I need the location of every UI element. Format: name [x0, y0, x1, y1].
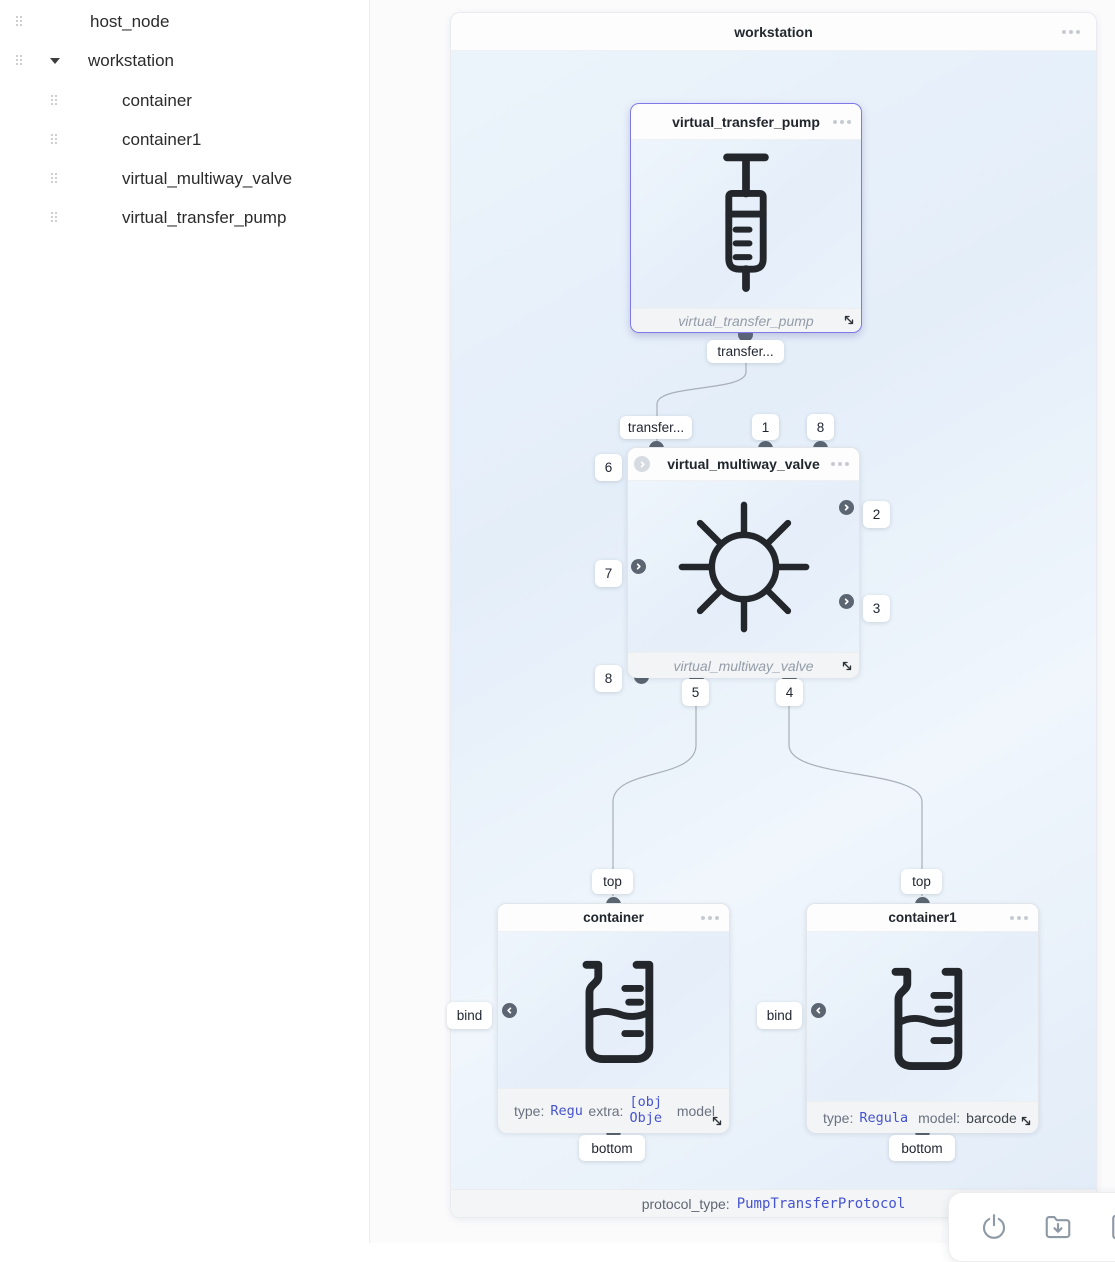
port-label-valve-8-bottom: 8	[595, 665, 622, 692]
more-menu-icon[interactable]	[1062, 30, 1080, 34]
container-node-header[interactable]	[498, 904, 729, 932]
valve-sun-icon	[669, 492, 819, 642]
resize-icon[interactable]	[710, 1114, 724, 1128]
port-label-valve-1: 1	[752, 414, 779, 440]
container1-node-title: container1	[888, 910, 957, 925]
port-label-valve-8-top: 8	[807, 414, 834, 440]
container1-node-body	[807, 932, 1038, 1101]
type-value: Regu	[550, 1103, 583, 1119]
port-label-valve-4: 4	[776, 679, 803, 706]
drag-handle-icon[interactable]	[50, 172, 60, 186]
port-label-container-bind: bind	[447, 1002, 492, 1029]
drag-handle-icon[interactable]	[50, 94, 60, 108]
node-virtual-multiway-valve[interactable]	[627, 447, 860, 677]
protocol-type-value: PumpTransferProtocol	[736, 1195, 906, 1212]
valve-node-title: virtual_multiway_valve	[667, 456, 820, 472]
port-label-valve-2: 2	[863, 501, 890, 528]
port-label-container-bottom: bottom	[579, 1135, 645, 1161]
port-label-container1-top: top	[901, 869, 942, 894]
type-value: Regula	[859, 1109, 909, 1126]
syringe-icon	[703, 148, 789, 300]
port-label-valve-5: 5	[682, 679, 709, 706]
sidebar-item-label[interactable]: virtual_transfer_pump	[122, 208, 287, 227]
valve-node-header[interactable]	[628, 448, 859, 481]
pump-node-body	[631, 140, 861, 308]
sidebar-item-virtual-multiway-valve[interactable]	[0, 159, 369, 199]
workstation-header[interactable]	[451, 13, 1096, 51]
port-label-container1-bind: bind	[757, 1002, 802, 1029]
sidebar-item-label[interactable]: container	[122, 91, 192, 110]
extra-label: extra:	[588, 1103, 624, 1119]
sidebar-item-label[interactable]: workstation	[88, 51, 174, 70]
container1-node-header[interactable]	[807, 904, 1038, 932]
beaker-icon	[869, 958, 977, 1076]
valve-port-6[interactable]	[634, 456, 650, 472]
extra-value: [obj Obje	[629, 1095, 662, 1126]
drag-handle-icon[interactable]	[15, 54, 25, 68]
valve-port-3[interactable]	[839, 594, 854, 609]
port-label-container-top: top	[592, 869, 633, 894]
container-node-footer	[498, 1088, 729, 1133]
sidebar-item-label[interactable]: host_node	[90, 12, 170, 31]
container1-node-footer	[807, 1101, 1038, 1133]
sidebar-item-label[interactable]: container1	[122, 130, 202, 149]
protocol-type-label: protocol_type:	[641, 1195, 730, 1212]
model-value: barcode	[966, 1109, 1017, 1126]
container-node-title: container	[583, 910, 644, 925]
drag-handle-icon[interactable]	[15, 15, 25, 29]
node-tree-sidebar	[0, 0, 370, 1243]
model-label: model	[676, 1103, 715, 1119]
container1-fields	[807, 1110, 1038, 1126]
pump-node-header[interactable]	[631, 104, 861, 140]
model-label: model:	[918, 1109, 961, 1126]
more-menu-icon[interactable]	[701, 916, 719, 920]
folder-download-icon[interactable]	[1043, 1212, 1073, 1242]
workstation-title: workstation	[734, 23, 813, 40]
node-virtual-transfer-pump[interactable]	[630, 103, 862, 333]
resize-icon[interactable]	[1019, 1114, 1033, 1128]
sidebar-item-host-node[interactable]	[0, 2, 369, 42]
node-container[interactable]	[497, 903, 730, 1132]
port-label-valve-6: 6	[595, 454, 622, 481]
more-menu-icon[interactable]	[831, 462, 849, 466]
valve-node-footer	[628, 652, 859, 678]
sidebar-item-virtual-transfer-pump[interactable]	[0, 198, 369, 238]
valve-port-7[interactable]	[631, 559, 646, 574]
beaker-icon	[560, 951, 668, 1069]
sidebar-item-container1[interactable]	[0, 120, 369, 160]
more-menu-icon[interactable]	[1010, 916, 1028, 920]
container-node-body	[498, 932, 729, 1088]
container-bind-port[interactable]	[502, 1003, 517, 1018]
pump-node-footer	[631, 308, 861, 332]
sidebar-item-container[interactable]	[0, 81, 369, 121]
drag-handle-icon[interactable]	[50, 133, 60, 147]
sidebar-item-label[interactable]: virtual_multiway_valve	[122, 169, 293, 188]
drag-handle-icon[interactable]	[50, 211, 60, 225]
pump-footer-label: virtual_transfer_pump	[678, 312, 814, 329]
canvas-toolbar	[948, 1192, 1115, 1262]
container-fields	[498, 1095, 729, 1126]
node-container1[interactable]	[806, 903, 1039, 1132]
valve-port-2[interactable]	[839, 500, 854, 515]
port-label-valve-7: 7	[595, 560, 622, 587]
port-label-valve-transfer: transfer...	[620, 416, 692, 439]
type-label: type:	[514, 1103, 545, 1119]
power-icon[interactable]	[979, 1212, 1009, 1242]
resize-icon[interactable]	[842, 313, 856, 327]
resize-icon[interactable]	[840, 659, 854, 673]
pump-node-title: virtual_transfer_pump	[672, 113, 820, 130]
sidebar-item-workstation[interactable]	[0, 41, 369, 81]
port-label-container1-bottom: bottom	[889, 1135, 955, 1161]
file-icon[interactable]	[1107, 1212, 1115, 1242]
valve-footer-label: virtual_multiway_valve	[673, 657, 814, 674]
more-menu-icon[interactable]	[833, 120, 851, 124]
port-label-transfer-out: transfer...	[707, 340, 784, 363]
port-label-valve-3: 3	[863, 595, 890, 622]
type-label: type:	[823, 1109, 854, 1126]
caret-down-icon[interactable]	[50, 58, 60, 64]
valve-node-body	[628, 481, 859, 652]
container1-bind-port[interactable]	[811, 1003, 826, 1018]
